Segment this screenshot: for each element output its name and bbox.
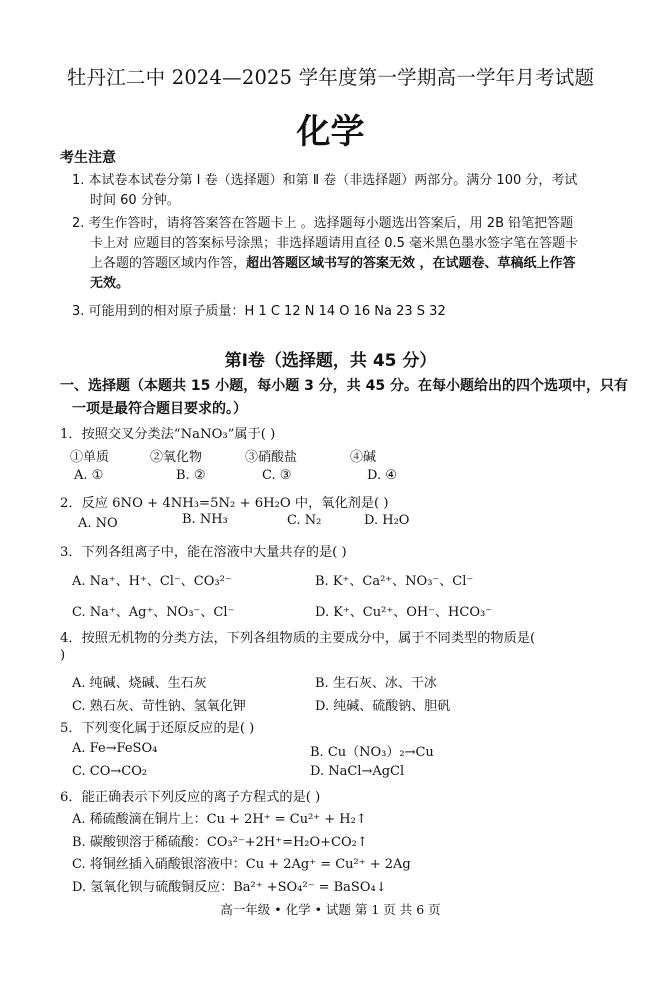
q4-option-b[interactable]: B. 生石灰、冰、干冰	[315, 676, 437, 691]
q3-option-c[interactable]: C. Na⁺、Ag⁺、NO₃⁻、Cl⁻	[72, 605, 235, 620]
q1-option-d[interactable]: D. ④	[367, 468, 397, 483]
q4-option-c[interactable]: C. 熟石灰、苛性钠、氢氧化钾	[72, 699, 246, 714]
q4-stem-line-2: )	[60, 648, 66, 663]
q5-option-a[interactable]: A. Fe→FeSO₄	[72, 741, 158, 756]
q1-option-b[interactable]: B. ②	[176, 468, 206, 483]
q2-option-d-formula: H₂O	[382, 513, 410, 528]
notice-item-2-line-3-normal: 上各题的答题区域内作答，	[90, 256, 247, 271]
q1-item-3: ③硝酸盐	[245, 450, 298, 465]
q3-option-a[interactable]: A. Na⁺、H⁺、Cl⁻、CO₃²⁻	[72, 574, 232, 589]
exam-title: 牡丹江二中 2024—2025 学年度第一学期高一学年月考试题	[66, 66, 595, 89]
notice-item-2-line-4: 无效。	[90, 276, 130, 291]
q1-option-a[interactable]: A. ①	[74, 468, 104, 483]
notice-item-2-line-1: 2. 考生作答时，请将答案答在答题卡上 。选择题每小题选出答案后，用 2B 铅笔把答题	[72, 216, 574, 231]
q6-option-c[interactable]: C. 将铜丝插入硝酸银溶液中：Cu + 2Ag⁺ = Cu²⁺ + 2Ag	[72, 857, 411, 872]
section-title: 第Ⅰ卷（选择题，共 45 分）	[224, 351, 437, 371]
q2-option-a-formula: NO	[95, 516, 118, 531]
q4-stem-line-1: 4．按照无机物的分类方法，下列各组物质的主要成分中，属于不同类型的物质是(	[60, 631, 536, 646]
q2-stem: 2．反应 6NO + 4NH₃=5N₂ + 6H₂O 中，氧化剂是( )	[60, 496, 389, 511]
notice-item-2-line-3-bold: 超出答题区域书写的答案无效 ，在试题卷、草稿纸上作答	[246, 256, 576, 271]
q2-option-c-label: C.	[287, 513, 301, 528]
notice-item-3: 3. 可能用到的相对原子质量：H 1 C 12 N 14 O 16 Na 23 S 32	[72, 304, 446, 319]
q2-option-b[interactable]	[182, 512, 228, 527]
q5-option-b[interactable]: B. Cu（NO₃）₂→Cu	[310, 745, 434, 760]
notice-heading: 考生注意	[60, 150, 116, 166]
q1-option-c[interactable]: C. ③	[262, 468, 292, 483]
q4-option-a[interactable]: A. 纯碱、烧碱、生石灰	[72, 676, 207, 691]
q3-option-d[interactable]: D. K⁺、Cu²⁺、OH⁻、HCO₃⁻	[315, 605, 493, 620]
notice-item-1-line-2: 时间 60 分钟。	[90, 193, 180, 208]
q2-option-b-formula: NH₃	[199, 512, 228, 527]
part-heading-line-1: 一、选择题（本题共 15 小题，每小题 3 分，共 45 分。在每小题给出的四个选项中，只有	[60, 378, 628, 394]
q2-option-d[interactable]	[364, 513, 409, 528]
notice-item-2-line-3	[90, 252, 576, 271]
q1-stem: 1．按照交叉分类法“NaNO₃”属于( )	[60, 427, 276, 442]
q3-stem: 3．下列各组离子中，能在溶液中大量共存的是( )	[60, 545, 347, 560]
notice-item-2-line-2: 卡上对 应题目的答案标号涂黑；非选择题请用直径 0.5 毫米黑色墨水签字笔在答题卡	[90, 236, 579, 251]
q2-option-c[interactable]	[287, 513, 321, 528]
subject-title: 化学	[296, 112, 365, 152]
q2-option-b-label: B.	[182, 512, 196, 527]
page-footer: 高一年级 • 化学 • 试题 第 1 页 共 6 页	[220, 902, 441, 917]
q2-option-c-formula: N₂	[304, 513, 322, 528]
q2-option-d-label: D.	[364, 513, 379, 528]
q2-option-a[interactable]	[78, 516, 118, 531]
q2-option-a-label: A.	[78, 516, 92, 531]
q4-option-d[interactable]: D. 纯碱、硫酸钠、胆矾	[315, 699, 451, 714]
q1-item-1: ①单质	[70, 450, 110, 465]
q6-option-a[interactable]: A. 稀硫酸滴在铜片上：Cu + 2H⁺ = Cu²⁺ + H₂↑	[72, 812, 367, 827]
notice-item-1-line-1: 1. 本试卷本试卷分第 Ⅰ 卷（选择题）和第 Ⅱ 卷（非选择题）两部分。满分 100 分，考试	[72, 173, 578, 188]
q3-option-b[interactable]: B. K⁺、Ca²⁺、NO₃⁻、Cl⁻	[315, 574, 474, 589]
part-heading-line-2: 一项是最符合题目要求的。）	[72, 401, 247, 417]
q6-option-b[interactable]: B. 碳酸钡溶于稀硫酸：CO₃²⁻+2H⁺=H₂O+CO₂↑	[72, 835, 368, 850]
q5-option-d[interactable]: D. NaCl→AgCl	[310, 764, 405, 779]
q6-option-d[interactable]: D. 氢氧化钡与硫酸铜反应：Ba²⁺ +SO₄²⁻ = BaSO₄↓	[72, 880, 387, 895]
q6-stem: 6．能正确表示下列反应的离子方程式的是( )	[60, 790, 321, 805]
q1-item-2: ②氧化物	[150, 450, 203, 465]
q5-option-c[interactable]: C. CO→CO₂	[72, 764, 148, 779]
q1-item-4: ④碱	[350, 450, 377, 465]
q5-stem: 5．下列变化属于还原反应的是( )	[60, 721, 255, 736]
